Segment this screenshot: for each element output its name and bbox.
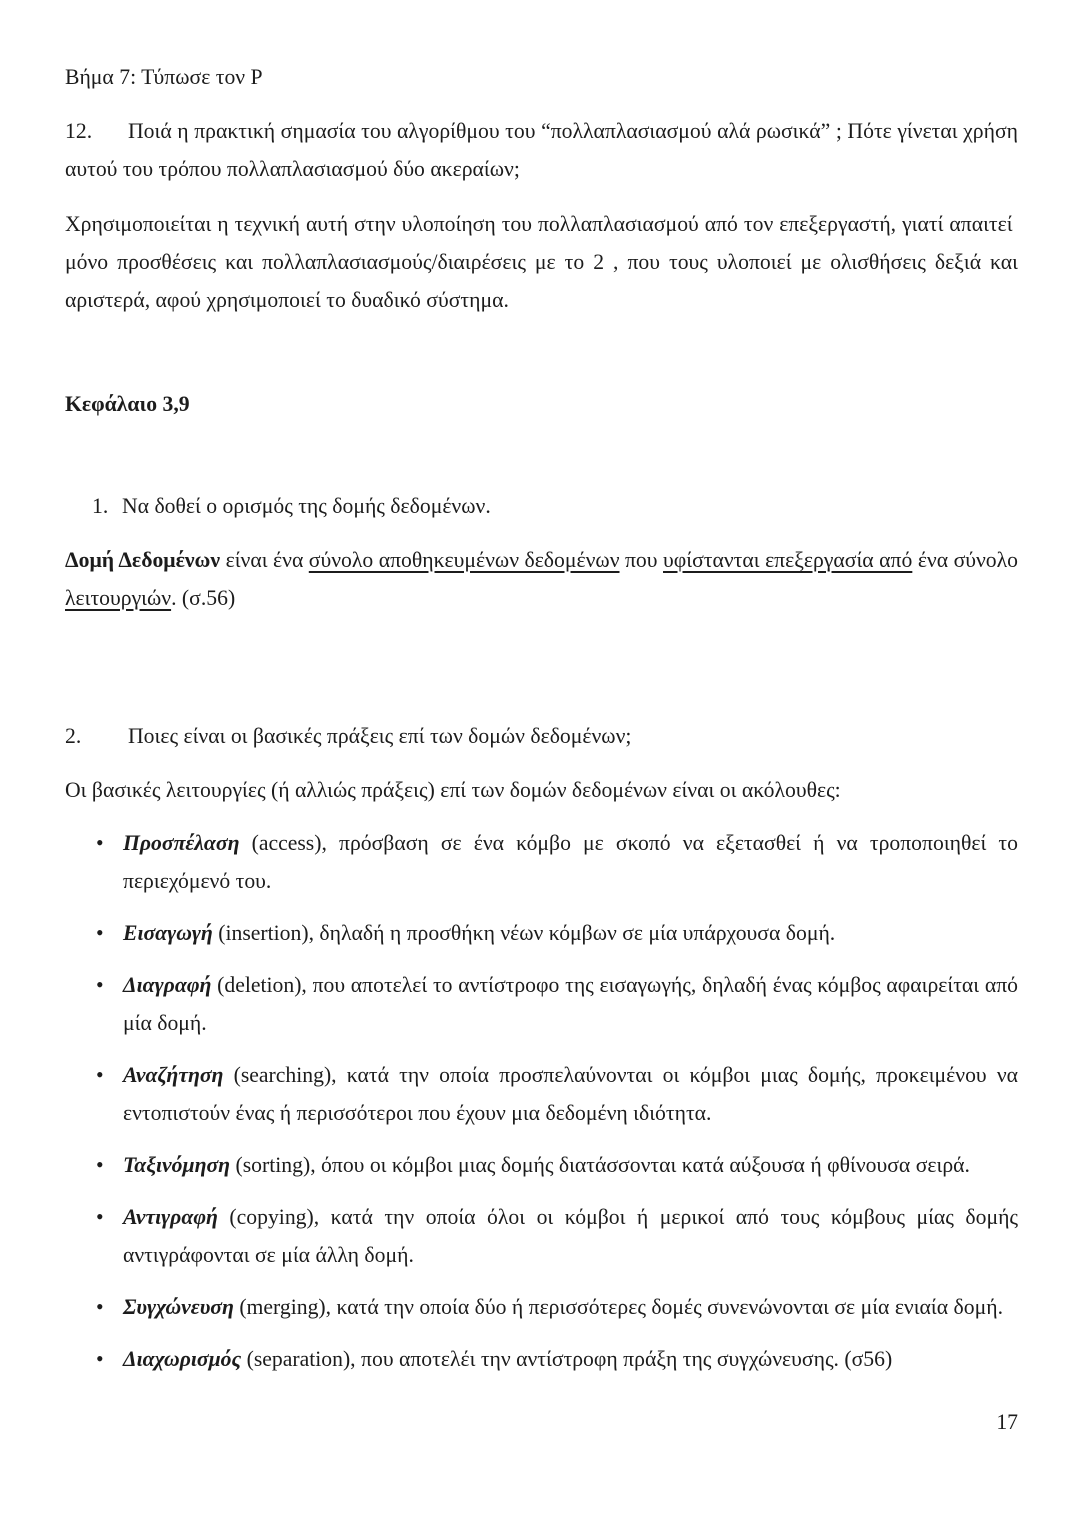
numbered-item-1-text: Να δοθεί ο ορισμός της δομής δεδομένων.: [122, 494, 491, 518]
bullet-text: (access), πρόσβαση σε ένα κόμβο με σκοπό να εξετασθεί ή να τροποποιηθεί το περιεχόμενό του.: [123, 831, 1018, 893]
bullet-item-searching: [65, 1056, 1018, 1132]
bullet-item-insertion: [65, 914, 1018, 952]
bullet-text: (searching), κατά την οποία προσπελαύνονται οι κόμβοι μιας δομής, προκειμένου να εντοπιστούν ένας ή περισσότεροι που έχουν μια δεδομένη ιδιότητα.: [123, 1063, 1018, 1125]
underlined-phrase-1: σύνολο αποθηκευμένων δεδομένων: [308, 548, 620, 572]
definition-text: ένα σύνολο: [912, 548, 1019, 572]
bullet-term: Εισαγωγή: [123, 921, 213, 945]
definition-text: είναι ένα: [220, 548, 309, 572]
bullet-term: Προσπέλαση: [123, 831, 240, 855]
bullet-term: Ταξινόμηση: [123, 1153, 231, 1177]
bullet-item-separation: [65, 1340, 1018, 1378]
question-12-number: 12.: [65, 119, 93, 143]
chapter-heading: Κεφάλαιο 3,9: [65, 392, 190, 416]
bullet-dot-icon: •: [96, 1063, 104, 1087]
bullet-item-access: [65, 824, 1018, 900]
bullet-text: (separation), που αποτελέι την αντίστροφη πράξη της συγχώνευσης. (σ56): [241, 1347, 893, 1371]
bullet-item-deletion: [65, 966, 1018, 1042]
question-2: [65, 717, 1018, 755]
bullet-term: Διαχωρισμός: [123, 1347, 242, 1371]
bullet-item-sorting: [65, 1146, 1018, 1184]
bullet-text: (insertion), δηλαδή η προσθήκη νέων κόμβων σε μία υπάρχουσα δομή.: [212, 921, 836, 945]
definition-reference: . (σ.56): [171, 586, 236, 610]
question-2-text: Ποιες είναι οι βασικές πράξεις επί των δομών δεδομένων;: [128, 724, 632, 748]
operations-bullet-list: [65, 824, 1018, 1378]
underlined-phrase-2: υφίστανται επεξεργασία από: [663, 548, 913, 572]
bullet-list-intro: Οι βασικές λειτουργίες (ή αλλιώς πράξεις) επί των δομών δεδομένων είναι οι ακόλουθες:: [65, 778, 841, 802]
bullet-text: (sorting), όπου οι κόμβοι μιας δομής διατάσσονται κατά αύξουσα ή φθίνουσα σειρά.: [230, 1153, 970, 1177]
definition-paragraph: [65, 541, 1018, 617]
question-2-number: 2.: [65, 724, 82, 748]
underlined-phrase-3: λειτουργιών: [65, 586, 172, 610]
bullet-dot-icon: •: [96, 1205, 104, 1229]
page-number: 17: [996, 1410, 1018, 1434]
definition-term: Δομή Δεδομένων: [65, 548, 221, 572]
bullet-dot-icon: •: [96, 921, 104, 945]
bullet-dot-icon: •: [96, 1295, 104, 1319]
numbered-item-1-number: 1.: [92, 494, 109, 518]
bullet-term: Διαγραφή: [123, 973, 212, 997]
bullet-term: Συγχώνευση: [123, 1295, 234, 1319]
bullet-dot-icon: •: [96, 1347, 104, 1371]
question-12-answer: Χρησιμοποιείται η τεχνική αυτή στην υλοποίηση του πολλαπλασιασμού από τον επεξεργαστή, γιατί απαιτεί μόνο προσθέσεις και πολλαπλασιασμούς/διαιρέσεις με το 2 , που τους υλοποιεί με ολισθήσεις δεξιά και αριστερά, αφού χρησιμοποιεί το δυαδικό σύστημα.: [65, 212, 1018, 312]
definition-text: που: [619, 548, 664, 572]
bullet-text: (copying), κατά την οποία όλοι οι κόμβοι ή μερικοί από τους κόμβους μίας δομής αντιγράφονται σε μία άλλη δομή.: [123, 1205, 1018, 1267]
numbered-item-1: [65, 487, 1018, 525]
bullet-term: Αναζήτηση: [123, 1063, 224, 1087]
step-line: Βήμα 7: Τύπωσε τον P: [65, 65, 263, 89]
bullet-item-copying: [65, 1198, 1018, 1274]
question-12: [65, 112, 1018, 188]
bullet-text: (deletion), που αποτελεί το αντίστροφο της εισαγωγής, δηλαδή ένας κόμβος αφαιρείται από μία δομή.: [123, 973, 1018, 1035]
question-12-text: Ποιά η πρακτική σημασία του αλγορίθμου του “πολλαπλασιασμού αλά ρωσικά” ; Πότε γίνεται χρήση αυτού του τρόπου πολλαπλασιασμού δύο ακεραίων;: [65, 119, 1018, 181]
bullet-item-merging: [65, 1288, 1018, 1326]
bullet-dot-icon: •: [96, 1153, 104, 1177]
bullet-term: Αντιγραφή: [123, 1205, 218, 1229]
bullet-dot-icon: •: [96, 831, 104, 855]
bullet-text: (merging), κατά την οποία δύο ή περισσότερες δομές συνενώνονται σε μία ενιαία δομή.: [233, 1295, 1003, 1319]
bullet-dot-icon: •: [96, 973, 104, 997]
